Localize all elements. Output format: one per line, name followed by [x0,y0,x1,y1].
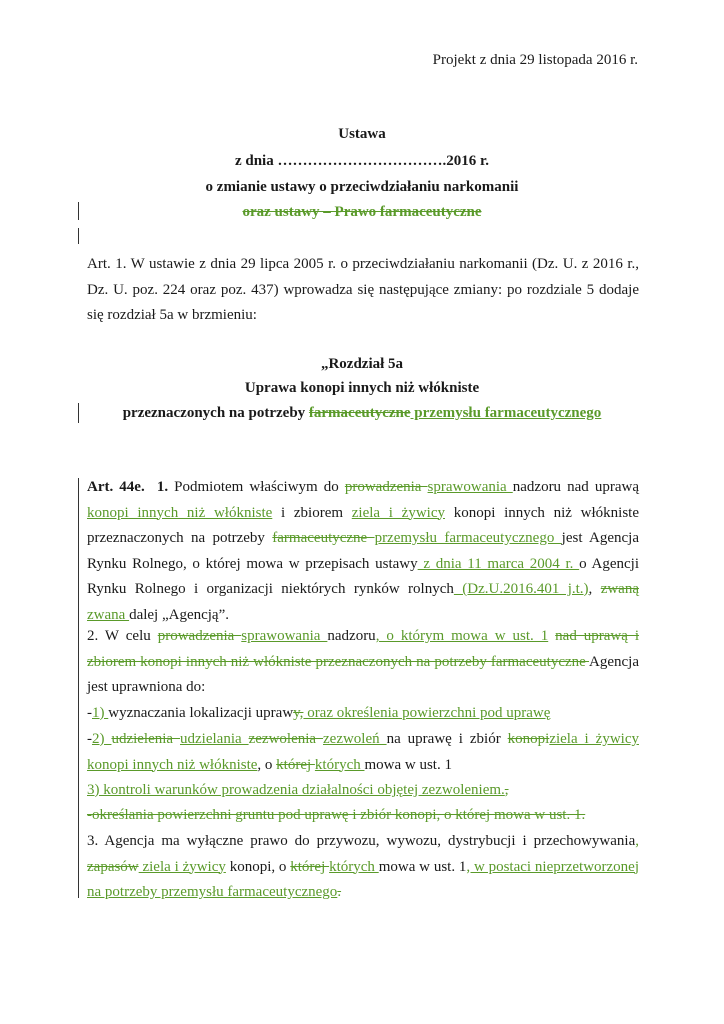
inserted-text: konopi innych niż włókniste [87,504,273,521]
deleted-text: konopi [507,731,550,747]
text: konopi, o [225,858,291,875]
text: i zbiorem [272,504,352,521]
inserted-text: których [329,858,379,875]
art44e-paragraph-1 [87,475,639,628]
inserted-text: ziela i żywicy [138,858,226,875]
inserted-text: , w postaci nieprzetworzonej na potrzeby przemysłu farmaceutycznego [87,858,640,900]
text: na uprawę i zbiór [386,731,508,747]
deleted-text: której [290,858,330,875]
inserted-text: sprawowania [241,628,328,644]
subtitle-text: przeznaczonych na potrzeby [122,405,309,421]
item-4-deleted: -określania powierzchni gruntu pod uprawę i zbiór konopi, o której mowa w ust. 1. [87,807,586,823]
deleted-text: prowadzenia [157,628,242,644]
inserted-text: 3) kontroli warunków prowadzenia działalności objętej zezwoleniem. [87,782,505,798]
inserted-text: z dnia 11 marca 2004 r. [417,555,580,572]
inserted-text: (Dz.U.2016.401 j.t.) [453,581,589,597]
text: 3. Agencja ma wyłączne prawo do przywozu, wywozu, dystrybucji i przechowywania [87,833,636,849]
inserted-text: 1) [92,705,109,721]
inserted-text: zezwoleń [323,731,387,747]
deleted-text: nad uprawą i zbiorem konopi innych niż włókniste przeznaczonych na potrzeby farmaceutyczne [87,628,640,670]
text: mowa w ust. 1 [378,858,467,875]
inserted-text: oraz określenia powierzchni pod uprawę [303,705,551,721]
text: , o [257,756,277,773]
dash: - [87,731,92,747]
item-2 [87,727,639,778]
inserted-text: ziela i żywicy [351,504,445,521]
chapter-subtitle-1: Uprawa konopi innych niż włókniste [244,380,480,396]
change-bar [78,202,79,220]
text: jest Agencja Rynku Rolnego, o której mowa w przepisach ustawy [87,530,639,572]
text: dalej „Agencją”. [129,606,230,623]
inserted-text: , [635,833,639,849]
title-date: z dnia …………………………….2016 r. [234,153,490,169]
deleted-text: zwaną [600,581,639,597]
deleted-text: . [337,884,342,900]
inserted-text: udzielania [180,731,249,747]
change-bar [78,228,79,244]
deleted-text: zapasów [87,858,139,875]
inserted-text: , o którym mowa w ust. 1 [375,628,549,644]
title-ustawa: Ustawa [338,126,386,142]
deleted-text: y, [293,705,304,721]
inserted-text: których [314,756,365,773]
project-date: Projekt z dnia 29 listopada 2016 r. [432,52,638,68]
inserted-text: zwana [87,606,130,623]
inserted-text: ziela i żywicy konopi innych niż włókniste [87,731,639,773]
inserted-text: 2) [92,731,112,747]
deleted-text: farmaceutyczne [308,405,411,421]
chapter-subtitle-2 [0,405,724,422]
deleted-text: udzielenia [111,731,181,747]
title-deleted-line: oraz ustawy – Prawo farmaceutyczne [242,204,482,220]
deleted-text: zezwolenia [248,731,323,747]
article-1: Art. 1. W ustawie z dnia 29 lipca 2005 r. o przeciwdziałaniu narkomanii (Dz. U. z 2016 r., Dz. U. poz. 224 oraz poz. 437) wprowadza się następujące zmiany: po rozdziale 5 dodaje się rozdział 5a w brzmieniu: [87,256,639,323]
change-bar [78,478,79,898]
text: Agencja jest uprawniona do: [87,653,639,695]
chapter-heading: „Rozdział 5a [320,356,404,372]
article-label: Art. 44e. [87,479,145,495]
art44e-paragraph-2 [87,624,639,701]
art44e-paragraph-3 [87,829,639,906]
item-3 [87,778,639,804]
text: Podmiotem właściwym do [168,479,345,495]
deleted-text: farmaceutyczne [272,530,375,546]
inserted-text: przemysłu farmaceutycznego [410,405,602,421]
paragraph-number: 1. [156,479,169,495]
inserted-text: przemysłu farmaceutycznego [374,530,562,546]
deleted-text: , [504,782,509,798]
title-subject: o zmianie ustawy o przeciwdziałaniu narkomanii [205,179,519,195]
text: konopi innych niż włókniste przeznaczonych na potrzeby [87,504,639,546]
item-1 [87,701,639,727]
change-bar [78,403,79,423]
deleted-text: prowadzenia [344,479,428,495]
text: mowa w ust. 1 [364,756,452,773]
text: 2. W celu [87,628,158,644]
text: o Agencji Rynku Rolnego i organizacji niektórych rynków rolnych [87,555,640,597]
dash: - [87,705,92,721]
text: , [588,581,601,597]
text: nadzoru [327,628,376,644]
deleted-text: której [276,756,315,773]
inserted-text: sprawowania [427,479,513,495]
text: wyznaczania lokalizacji upraw [108,705,294,721]
text: nadzoru nad uprawą [512,479,639,495]
